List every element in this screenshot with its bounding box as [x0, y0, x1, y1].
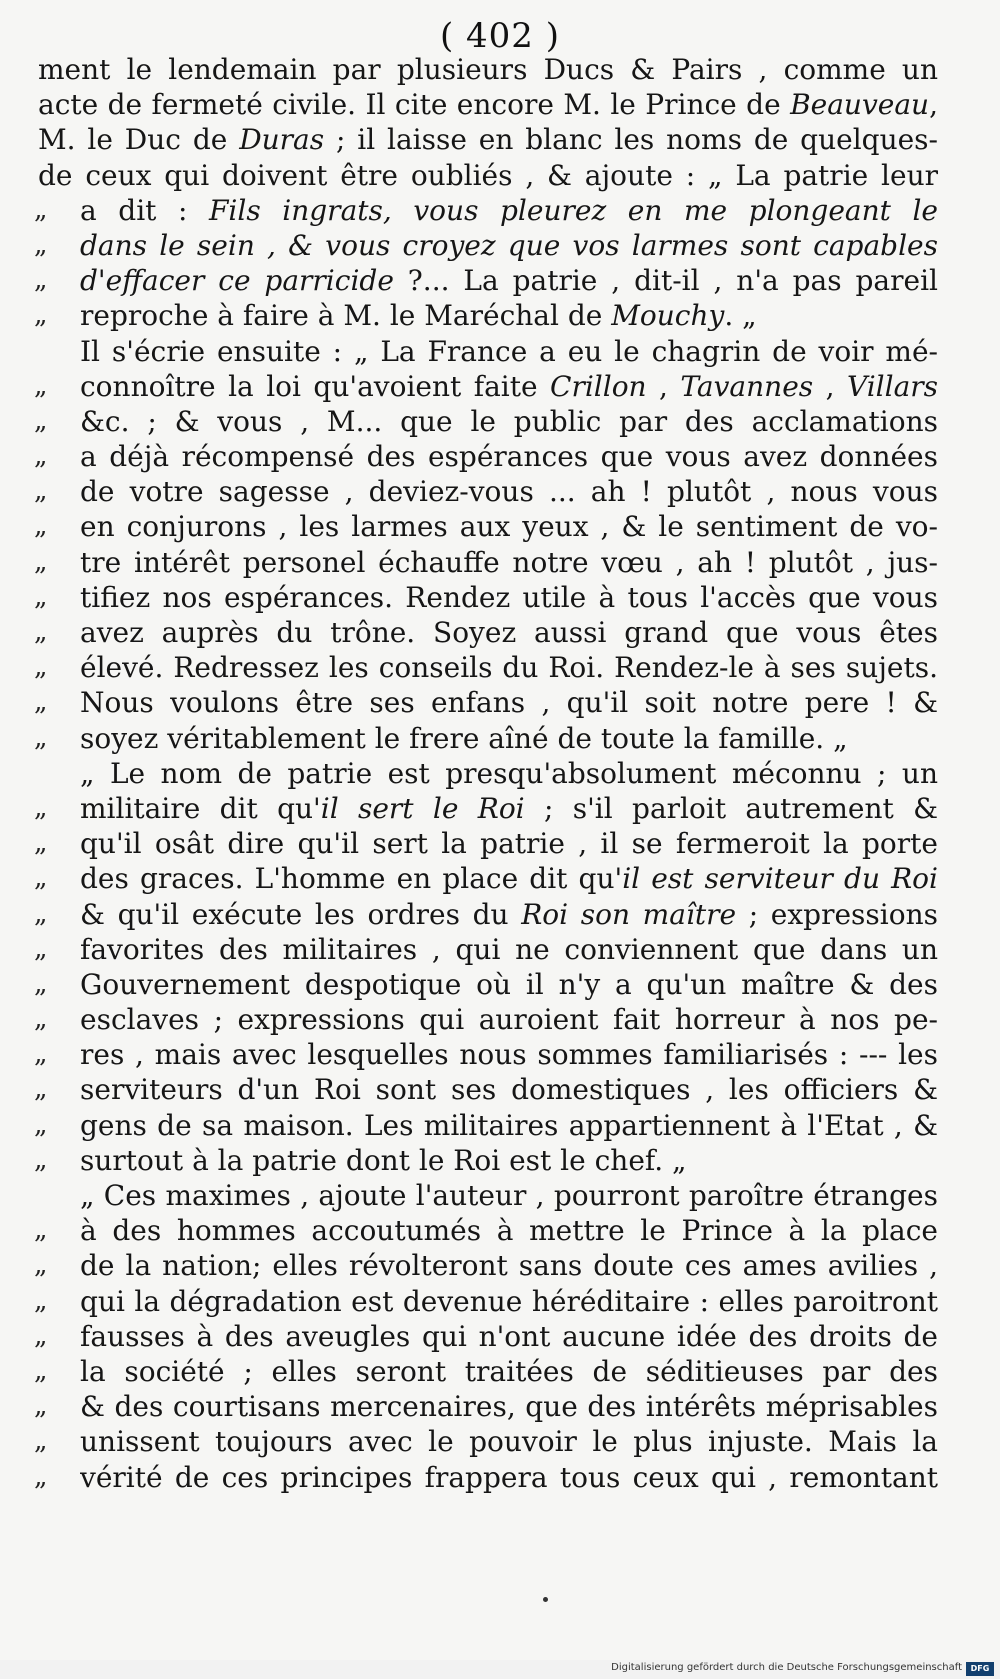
text-line: [34, 897, 938, 932]
text-line: [34, 580, 938, 615]
quote-mark: „: [34, 300, 48, 331]
text-line: [34, 1424, 938, 1459]
body-text: [34, 52, 938, 1495]
line-text: unissent toujours avec le pouvoir le plus injuste. Mais la: [80, 1425, 938, 1459]
text-line: [34, 509, 938, 544]
text-line: [34, 756, 938, 791]
quote-mark: „: [34, 652, 48, 683]
line-text: M. le Duc de Duras ; il laisse en blanc les noms de quelques-: [38, 123, 938, 157]
quote-mark: „: [34, 1144, 48, 1175]
text-line: [34, 1213, 938, 1248]
line-text: militaire dit qu'il sert le Roi ; s'il parloit autrement &: [80, 791, 938, 825]
quote-mark: „: [34, 229, 48, 260]
quote-mark: „: [34, 581, 48, 612]
dfg-logo: DFG: [966, 1662, 994, 1676]
text-line: [34, 1002, 938, 1037]
text-line: [34, 228, 938, 263]
quote-mark: „: [34, 722, 48, 753]
text-line: [34, 1108, 938, 1143]
quote-mark: „: [34, 792, 48, 823]
line-text: „ Le nom de patrie est presqu'absolument méconnu ; un: [80, 756, 938, 790]
text-line: [34, 263, 938, 298]
quote-mark: „: [34, 265, 48, 296]
quote-mark: „: [34, 1250, 48, 1281]
text-line: [34, 1354, 938, 1389]
line-text: ment le lendemain par plusieurs Ducs & Pairs , comme un: [38, 53, 938, 86]
text-line: [34, 158, 938, 193]
text-line: [34, 721, 938, 756]
text-line: [34, 122, 938, 157]
quote-mark: „: [34, 1426, 48, 1457]
line-text: & qu'il exécute les ordres du Roi son maître ; expressions: [80, 897, 938, 931]
text-line: [34, 334, 938, 369]
line-text: tre intérêt personel échauffe notre vœu , ah ! plutôt , jus-: [80, 545, 938, 579]
quote-mark: „: [34, 828, 48, 859]
line-text: en conjurons , les larmes aux yeux , & le sentiment de vo-: [80, 510, 938, 544]
quote-mark: „: [34, 1039, 48, 1070]
line-text: a déjà récompensé des espérances que vous avez données: [80, 440, 938, 474]
quote-mark: „: [34, 1461, 48, 1492]
quote-mark: „: [34, 1320, 48, 1351]
footer: [0, 1660, 1000, 1679]
quote-mark: „: [34, 863, 48, 894]
line-text: d'effacer ce parricide ?... La patrie , dit-il , n'a pas pareil: [80, 264, 938, 298]
line-text: favorites des militaires , qui ne conviennent que dans un: [80, 932, 938, 966]
quote-mark: „: [34, 370, 48, 401]
text-line: [34, 1037, 938, 1072]
line-text: connoître la loi qu'avoient faite Crillon , Tavannes , Villars: [80, 369, 938, 403]
quote-mark: „: [34, 968, 48, 999]
line-text: dans le sein , & vous croyez que vos larmes sont capables: [80, 228, 938, 262]
digitization-credit: Digitalisierung gefördert durch die Deutsche Forschungsgemeinschaft: [611, 1662, 962, 1673]
text-line: [34, 826, 938, 861]
quote-mark: „: [34, 546, 48, 577]
line-text: & des courtisans mercenaires, que des intérêts méprisables: [80, 1390, 938, 1424]
quote-mark: „: [34, 1391, 48, 1422]
line-text: de la nation; elles révolteront sans doute ces ames avilies ,: [80, 1249, 938, 1283]
page-number: ( 402 ): [439, 16, 561, 56]
line-text: Il s'écrie ensuite : „ La France a eu le chagrin de voir mé-: [80, 334, 938, 368]
line-text: reproche à faire à M. le Maréchal de Mouchy. „: [80, 299, 757, 333]
line-text: soyez véritablement le frere aîné de toute la famille. „: [80, 721, 848, 755]
text-line: [34, 1319, 938, 1354]
text-line: [34, 439, 938, 474]
text-line: [34, 1284, 938, 1319]
text-line: [34, 369, 938, 404]
line-text: avez auprès du trône. Soyez aussi grand que vous êtes: [80, 616, 938, 649]
line-text: serviteurs d'un Roi sont ses domestiques , les officiers &: [80, 1073, 938, 1107]
line-text: Nous voulons être ses enfans , qu'il soit notre pere ! &: [80, 686, 938, 720]
line-text: &c. ; & vous , M... que le public par des acclamations: [80, 404, 938, 438]
quote-mark: „: [34, 441, 48, 472]
line-text: surtout à la patrie dont le Roi est le chef. „: [80, 1143, 687, 1177]
quote-mark: „: [34, 1004, 48, 1035]
text-line: [34, 87, 938, 122]
line-text: vérité de ces principes frappera tous ceux qui , remontant: [80, 1460, 938, 1494]
line-text: res , mais avec lesquelles nous sommes familiarisés : --- les: [80, 1038, 938, 1072]
text-line: [34, 298, 938, 333]
text-line: [34, 1178, 938, 1213]
line-text: élevé. Redressez les conseils du Roi. Rendez-le à ses sujets.: [80, 651, 938, 685]
line-text: a dit : Fils ingrats, vous pleurez en me plongeant le: [80, 193, 938, 227]
text-line: [34, 861, 938, 896]
quote-mark: „: [34, 194, 48, 225]
quote-mark: „: [34, 617, 48, 647]
line-text: de ceux qui doivent être oubliés , & ajoute : „ La patrie leur: [38, 158, 938, 192]
quote-mark: „: [34, 511, 48, 542]
text-line: [34, 1460, 938, 1495]
quote-mark: „: [34, 898, 48, 929]
line-text: „ Ces maximes , ajoute l'auteur , pourront paroître étranges: [80, 1179, 938, 1212]
text-line: [34, 650, 938, 685]
text-line: [34, 791, 938, 826]
line-text: fausses à des aveugles qui n'ont aucune idée des droits de: [80, 1319, 938, 1353]
quote-mark: „: [34, 1074, 48, 1105]
text-line: [34, 1389, 938, 1424]
text-line: [34, 404, 938, 439]
text-line: [34, 967, 938, 1002]
line-text: à des hommes accoutumés à mettre le Prince à la place: [80, 1214, 938, 1248]
line-text: la société ; elles seront traitées de séditieuses par des: [80, 1354, 938, 1388]
quote-mark: „: [34, 1109, 48, 1140]
line-text: qui la dégradation est devenue héréditaire : elles paroitront: [80, 1284, 938, 1318]
quote-mark: „: [34, 933, 48, 964]
ink-dot: [543, 1597, 548, 1602]
text-line: [34, 193, 938, 228]
text-line: [34, 932, 938, 967]
line-text: de votre sagesse , deviez-vous ... ah ! plutôt , nous vous: [80, 475, 938, 509]
line-text: esclaves ; expressions qui auroient fait horreur à nos pe-: [80, 1003, 938, 1037]
text-line: [34, 1072, 938, 1107]
text-line: [34, 474, 938, 509]
text-line: [34, 1143, 938, 1178]
text-line: [34, 685, 938, 720]
quote-mark: „: [34, 687, 48, 718]
line-text: qu'il osât dire qu'il sert la patrie , il se fermeroit la porte: [80, 827, 938, 861]
text-line: [34, 52, 938, 87]
line-text: des graces. L'homme en place dit qu'il est serviteur du Roi: [80, 862, 938, 896]
line-text: Gouvernement despotique où il n'y a qu'un maître & des: [80, 967, 938, 1001]
text-line: [34, 1248, 938, 1283]
line-text: tifiez nos espérances. Rendez utile à tous l'accès que vous: [80, 580, 938, 614]
line-text: gens de sa maison. Les militaires appartiennent à l'Etat , &: [80, 1108, 938, 1142]
quote-mark: „: [34, 476, 48, 507]
text-line: [34, 615, 938, 650]
quote-mark: „: [34, 405, 48, 436]
text-line: [34, 545, 938, 580]
quote-mark: „: [34, 1215, 48, 1246]
quote-mark: „: [34, 1285, 48, 1316]
quote-mark: „: [34, 1355, 48, 1386]
line-text: acte de fermeté civile. Il cite encore M. le Prince de Beauveau,: [38, 88, 938, 122]
